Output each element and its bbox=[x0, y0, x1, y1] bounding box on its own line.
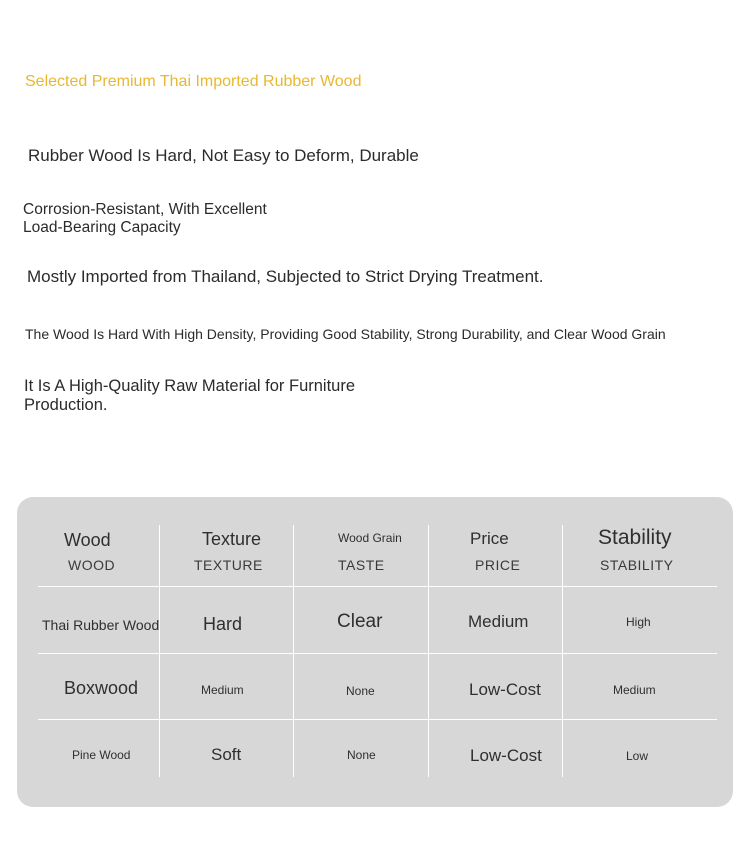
header-texture-sub: TEXTURE bbox=[194, 557, 263, 573]
feature-raw-material-line-1: It Is A High-Quality Raw Material for Furniture bbox=[24, 377, 356, 395]
header-wood: Wood bbox=[64, 530, 111, 550]
row-divider bbox=[38, 719, 717, 720]
header-stability: Stability bbox=[598, 526, 672, 549]
wood-comparison-table bbox=[17, 497, 733, 807]
cell-stability: Low bbox=[626, 749, 649, 763]
header-texture: Texture bbox=[202, 529, 262, 549]
column-divider bbox=[159, 525, 160, 777]
feature-corrosion-line-1: Corrosion-Resistant, With Excellent bbox=[23, 201, 267, 218]
header-wood-sub: WOOD bbox=[68, 557, 116, 573]
cell-wood: Thai Rubber Wood bbox=[42, 617, 160, 633]
feature-corrosion-line-2: Load-Bearing Capacity bbox=[23, 219, 181, 236]
column-divider bbox=[562, 525, 563, 777]
feature-raw-material bbox=[24, 377, 355, 415]
cell-wood-grain: None bbox=[347, 748, 376, 762]
feature-corrosion bbox=[23, 201, 267, 237]
header-price-sub: PRICE bbox=[475, 557, 521, 573]
cell-texture: Medium bbox=[201, 683, 244, 697]
column-divider bbox=[428, 525, 429, 777]
feature-raw-material-line-2: Production. bbox=[24, 396, 108, 414]
cell-price: Medium bbox=[468, 612, 529, 631]
row-divider bbox=[38, 653, 717, 654]
cell-wood-grain: Clear bbox=[337, 611, 383, 632]
header-wood-grain: Wood Grain bbox=[338, 531, 402, 545]
header-wood-grain-sub: TASTE bbox=[338, 557, 385, 573]
cell-price: Low-Cost bbox=[470, 746, 542, 765]
header-price: Price bbox=[470, 529, 509, 548]
cell-stability: High bbox=[626, 615, 651, 629]
feature-imported: Mostly Imported from Thailand, Subjected to Strict Drying Treatment. bbox=[27, 267, 544, 286]
header-stability-sub: STABILITY bbox=[600, 557, 674, 573]
cell-wood: Boxwood bbox=[64, 678, 139, 698]
cell-stability: Medium bbox=[613, 683, 656, 697]
feature-density: The Wood Is Hard With High Density, Providing Good Stability, Strong Durability, and Clear Wood Grain bbox=[25, 326, 666, 342]
cell-texture: Soft bbox=[211, 745, 242, 764]
column-divider bbox=[293, 525, 294, 777]
cell-price: Low-Cost bbox=[469, 680, 541, 699]
cell-wood-grain: None bbox=[346, 684, 375, 698]
section-heading: Selected Premium Thai Imported Rubber Wood bbox=[25, 73, 362, 90]
cell-wood: Pine Wood bbox=[72, 748, 131, 762]
row-divider bbox=[38, 586, 717, 587]
feature-durable: Rubber Wood Is Hard, Not Easy to Deform, Durable bbox=[28, 146, 419, 165]
cell-texture: Hard bbox=[203, 614, 243, 634]
